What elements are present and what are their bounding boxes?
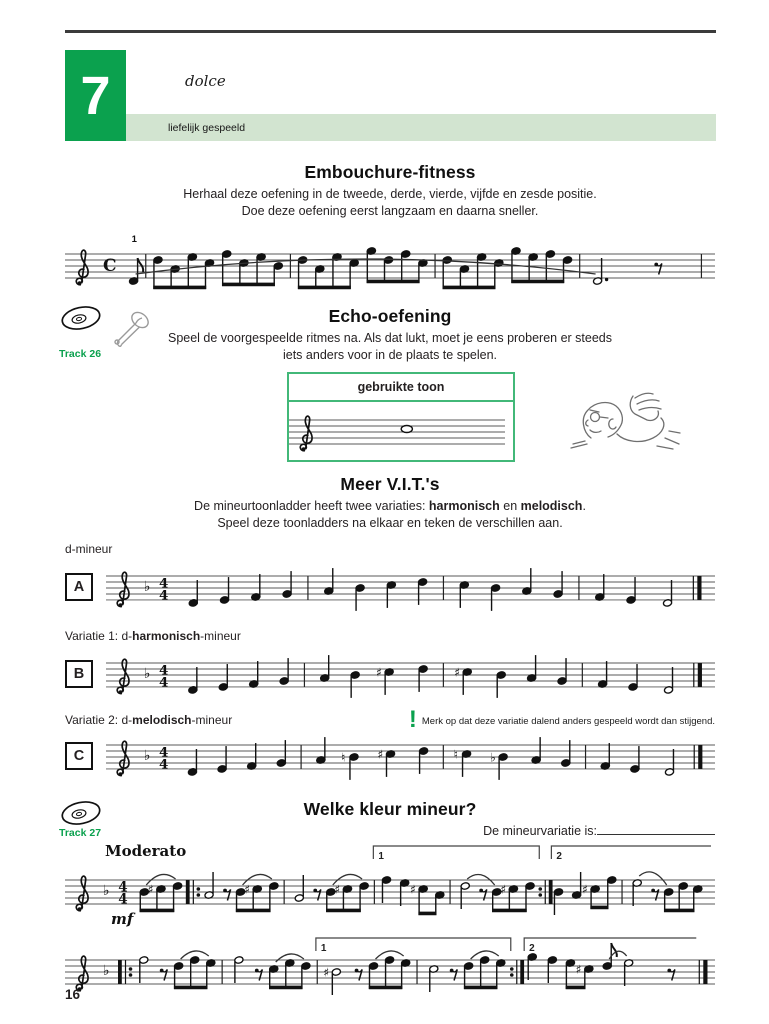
staff-exercise-c [106,727,715,785]
echo-section [59,306,715,364]
svg-text:C: C [103,256,117,276]
lesson-number: 7 [80,65,111,126]
svg-text:♯: ♯ [410,882,416,897]
svg-text:1: 1 [378,851,384,862]
vits-line1-bold2: melodisch [520,499,583,513]
welke-title: Welke kleur mineur? [303,799,477,819]
staff-exercise-b [106,645,715,703]
svg-text:♯: ♯ [147,882,154,897]
exercise-b-label-bold: harmonisch [132,629,201,643]
svg-text:4: 4 [159,587,169,604]
embouchure-title: Embouchure-fitness [304,162,476,182]
answer-blank-line [597,823,715,835]
welke-track-block [59,799,179,839]
svg-text:mf: mf [111,910,134,928]
svg-text:♯: ♯ [244,882,251,897]
page-number: 16 [65,987,81,1002]
exercise-a-label: d-mineur [65,542,113,556]
exercise-c-label-bold: melodisch [132,713,192,727]
page-content [59,150,715,1012]
cd-icon [59,799,105,829]
embouchure-instruction-2: Doe deze oefening eerst langzaam en daarna sneller. [241,204,539,218]
tone-box-row [65,372,715,468]
vits-line2: Speel deze toonladders na elkaar en teken de verschillen aan. [217,516,563,530]
trombone-icon [111,308,155,350]
top-rule [65,30,716,33]
embouchure-section [65,150,715,304]
lesson-number-box [65,50,126,141]
embouchure-instruction-1: Herhaal deze oefening in de tweede, derde, vierde, vijfde en zesde positie. [183,187,597,201]
staff-moderato-line2 [65,932,715,1012]
svg-text:4: 4 [159,674,169,691]
staff-moderato-line1 [65,840,715,932]
svg-text:4: 4 [159,756,169,773]
exercise-letter-c: C [65,742,93,770]
exercise-letter-b: B [65,660,93,688]
melodic-warning [408,705,715,733]
svg-text:♯: ♯ [500,882,507,897]
exercise-c-label-post: -mineur [191,713,233,727]
echo-instruction-1: Speel de voorgespeelde ritmes na. Als dat lukt, moet je eens proberen er steeds [167,331,612,345]
svg-text:♯: ♯ [582,882,588,897]
staff-exercise-a [106,558,715,616]
svg-text:♭: ♭ [143,747,151,764]
welke-section [59,799,715,1012]
svg-text:1: 1 [131,234,137,245]
vits-line1-post: . [582,499,586,513]
exclamation-icon: ! [408,705,417,733]
exercise-c-label [65,713,232,727]
svg-text:♮: ♮ [453,747,458,762]
echo-track-label: Track 26 [59,348,102,360]
exercise-b-label [65,629,715,643]
exercise-b-label-pre: Variatie 1: d- [65,629,133,643]
svg-text:♯: ♯ [334,882,341,897]
lesson-banner [123,114,716,141]
svg-text:♯: ♯ [376,665,382,680]
svg-text:2: 2 [529,943,535,954]
svg-text:♮: ♮ [341,750,346,765]
svg-text:4: 4 [159,662,169,679]
tone-box-title: gebruikte toon [287,372,515,402]
svg-text:♭: ♭ [143,665,151,682]
lesson-header [65,50,716,141]
tone-box-staff-wrap [287,402,515,462]
staff-embouchure [65,220,715,304]
vits-section [65,474,715,785]
svg-text:♯: ♯ [575,962,582,977]
cd-icon [59,304,105,334]
svg-text:4: 4 [159,575,169,592]
svg-text:4: 4 [159,744,169,761]
svg-text:2: 2 [556,851,562,862]
svg-text:♭: ♭ [490,750,496,765]
exercise-b-label-post: -mineur [200,629,241,643]
svg-text:4: 4 [118,879,128,896]
listening-cartoon [557,386,689,458]
svg-text:♯: ♯ [454,665,461,680]
exercise-c-row [65,727,715,785]
vits-title: Meer V.I.T.'s [340,474,440,494]
exercise-c-label-pre: Variatie 2: d- [65,713,133,727]
answer-label: De mineurvariatie is: [483,824,597,838]
welke-track-label: Track 27 [59,827,102,839]
exercise-b-row [65,645,715,703]
expression-term: dolce [185,72,226,90]
vits-line1-mid: en [499,499,521,513]
echo-instruction-2: iets anders voor in de plaats te spelen. [282,348,498,362]
svg-text:♯: ♯ [323,965,330,980]
melodic-warning-text: Merk op dat deze variatie dalend anders gespeeld wordt dan stijgend. [421,716,715,727]
vits-line1 [65,498,715,515]
echo-track-block [59,304,179,360]
echo-title: Echo-oefening [328,306,452,326]
svg-text:Moderato: Moderato [105,842,187,860]
tone-box [287,372,515,462]
svg-text:♯: ♯ [377,747,384,762]
exercise-a-row [65,558,715,616]
vits-line1-pre: De mineurtoonladder heeft twee variaties: [194,499,429,513]
vits-line1-bold1: harmonisch [428,499,500,513]
svg-text:4: 4 [118,891,128,908]
banner-text: liefelijk gespeeld [168,121,246,134]
staff-tone [289,406,505,456]
exercise-letter-a: A [65,573,93,601]
svg-text:1: 1 [320,943,327,954]
svg-text:♭: ♭ [103,963,110,979]
svg-text:♭: ♭ [143,578,151,595]
exercise-c-label-row [65,705,715,733]
svg-text:♭: ♭ [103,883,110,899]
